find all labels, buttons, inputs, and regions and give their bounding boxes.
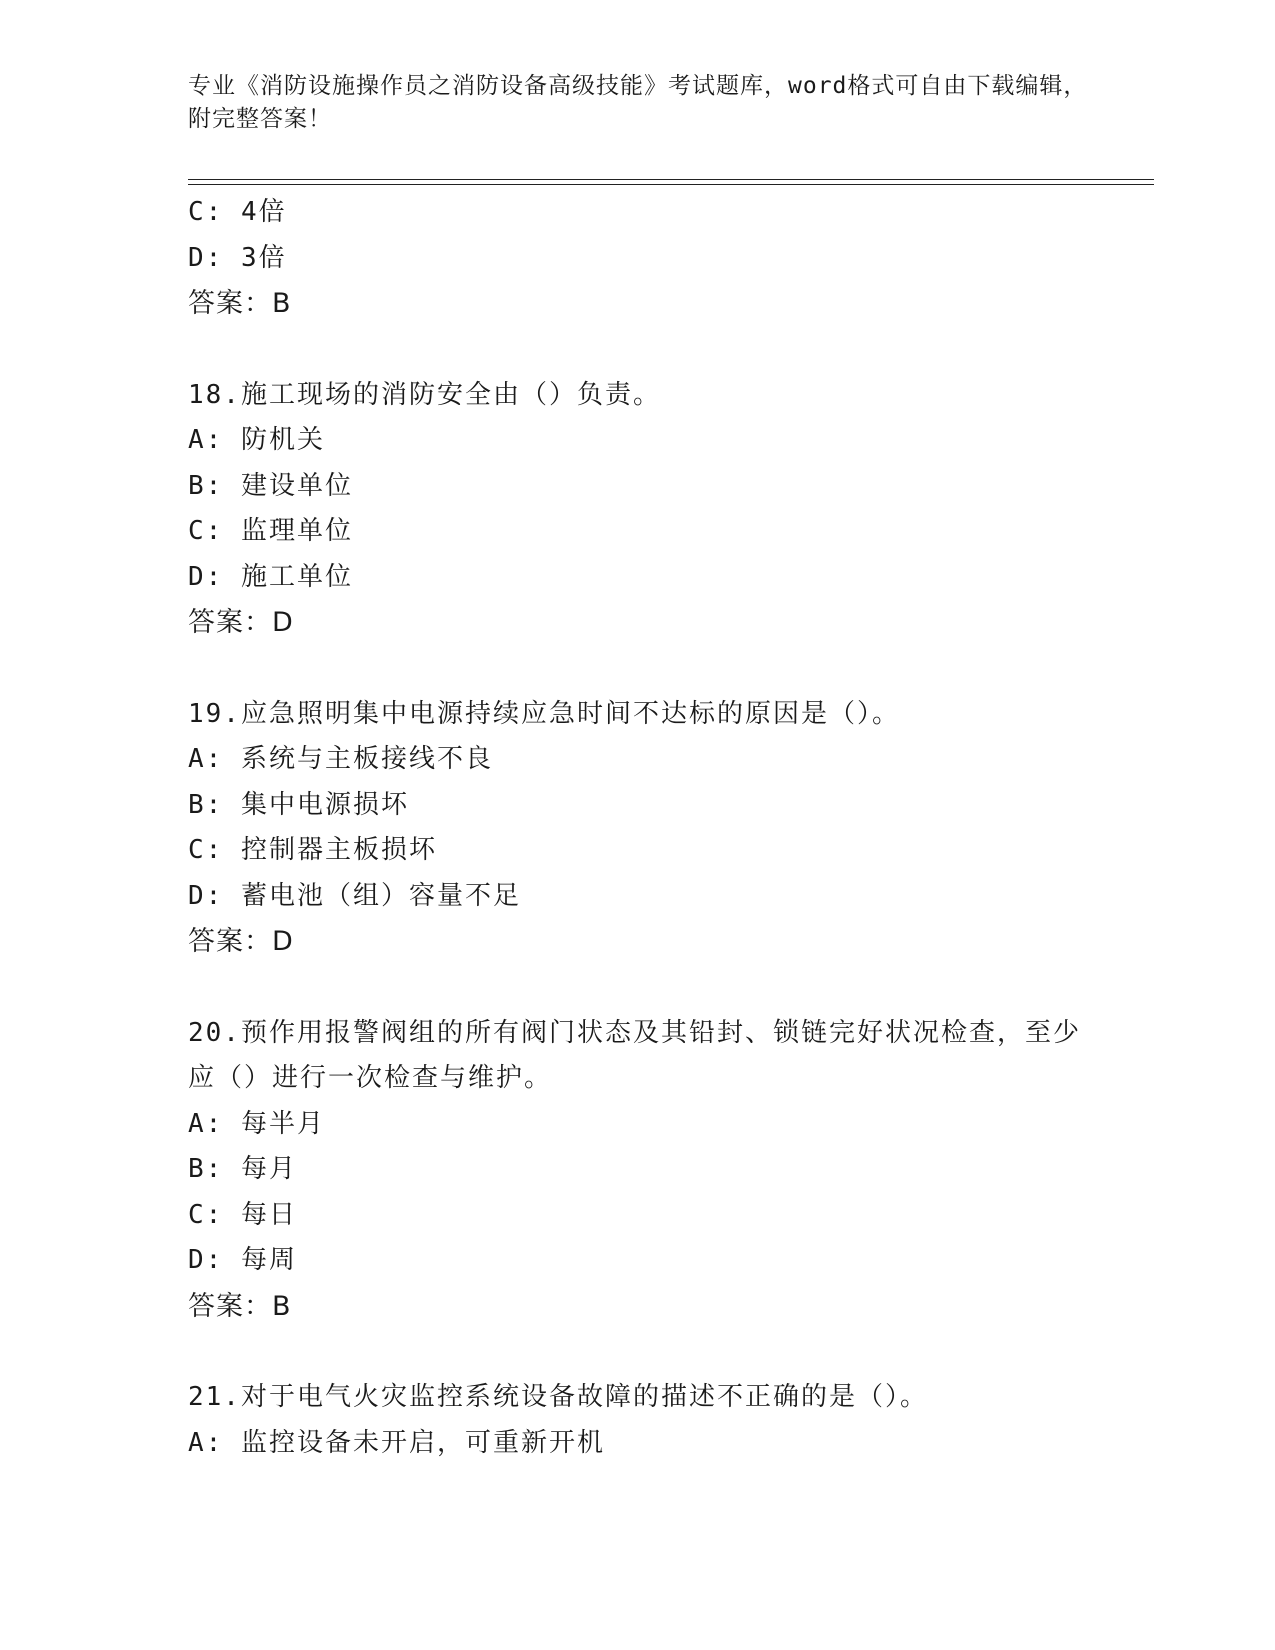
question-stem: 20.预作用报警阀组的所有阀门状态及其铅封、锁链完好状况检查，至少应（）进行一次检查与维护。 bbox=[188, 1017, 1081, 1093]
question-stem: 18.施工现场的消防安全由（）负责。 bbox=[188, 379, 661, 410]
question-block-17 bbox=[188, 190, 1088, 327]
question-block-18 bbox=[188, 373, 1088, 646]
answer-line: 答案：D bbox=[188, 926, 294, 957]
option-a: A: 系统与主板接线不良 bbox=[188, 744, 493, 774]
option-d: D: 每周 bbox=[188, 1245, 297, 1275]
option-b: B: 每月 bbox=[188, 1154, 297, 1184]
option-c: C: 4倍 bbox=[188, 197, 287, 227]
question-block-21 bbox=[188, 1375, 1088, 1466]
question-block-20 bbox=[188, 1011, 1088, 1330]
spacer bbox=[188, 965, 1088, 1011]
header-divider-top bbox=[188, 179, 1154, 180]
option-d: D: 3倍 bbox=[188, 242, 287, 273]
spacer bbox=[188, 327, 1088, 373]
option-d: D: 施工单位 bbox=[188, 561, 353, 592]
question-block-19 bbox=[188, 692, 1088, 965]
option-c: C: 控制器主板损坏 bbox=[188, 835, 437, 865]
document-header: 专业《消防设施操作员之消防设备高级技能》考试题库，word格式可自由下载编辑，附完整答案！ bbox=[188, 73, 1088, 132]
question-stem: 19.应急照明集中电源持续应急时间不达标的原因是（）。 bbox=[188, 698, 900, 729]
option-b: B: 集中电源损坏 bbox=[188, 789, 409, 820]
answer-line: 答案：D bbox=[188, 607, 294, 638]
question-content bbox=[188, 190, 1088, 1466]
option-b: B: 建设单位 bbox=[188, 470, 353, 501]
question-stem: 21.对于电气火灾监控系统设备故障的描述不正确的是（）。 bbox=[188, 1382, 928, 1412]
answer-line: 答案：B bbox=[188, 1290, 292, 1322]
option-a: A: 防机关 bbox=[188, 425, 325, 455]
option-c: C: 每日 bbox=[188, 1199, 297, 1230]
spacer bbox=[188, 1329, 1088, 1375]
option-a: A: 每半月 bbox=[188, 1108, 325, 1139]
spacer bbox=[188, 646, 1088, 692]
option-a: A: 监控设备未开启，可重新开机 bbox=[188, 1427, 605, 1458]
option-d: D: 蓄电池（组）容量不足 bbox=[188, 880, 521, 911]
answer-line: 答案：B bbox=[188, 288, 292, 319]
header-divider-bottom bbox=[188, 184, 1154, 185]
option-c: C: 监理单位 bbox=[188, 516, 353, 546]
